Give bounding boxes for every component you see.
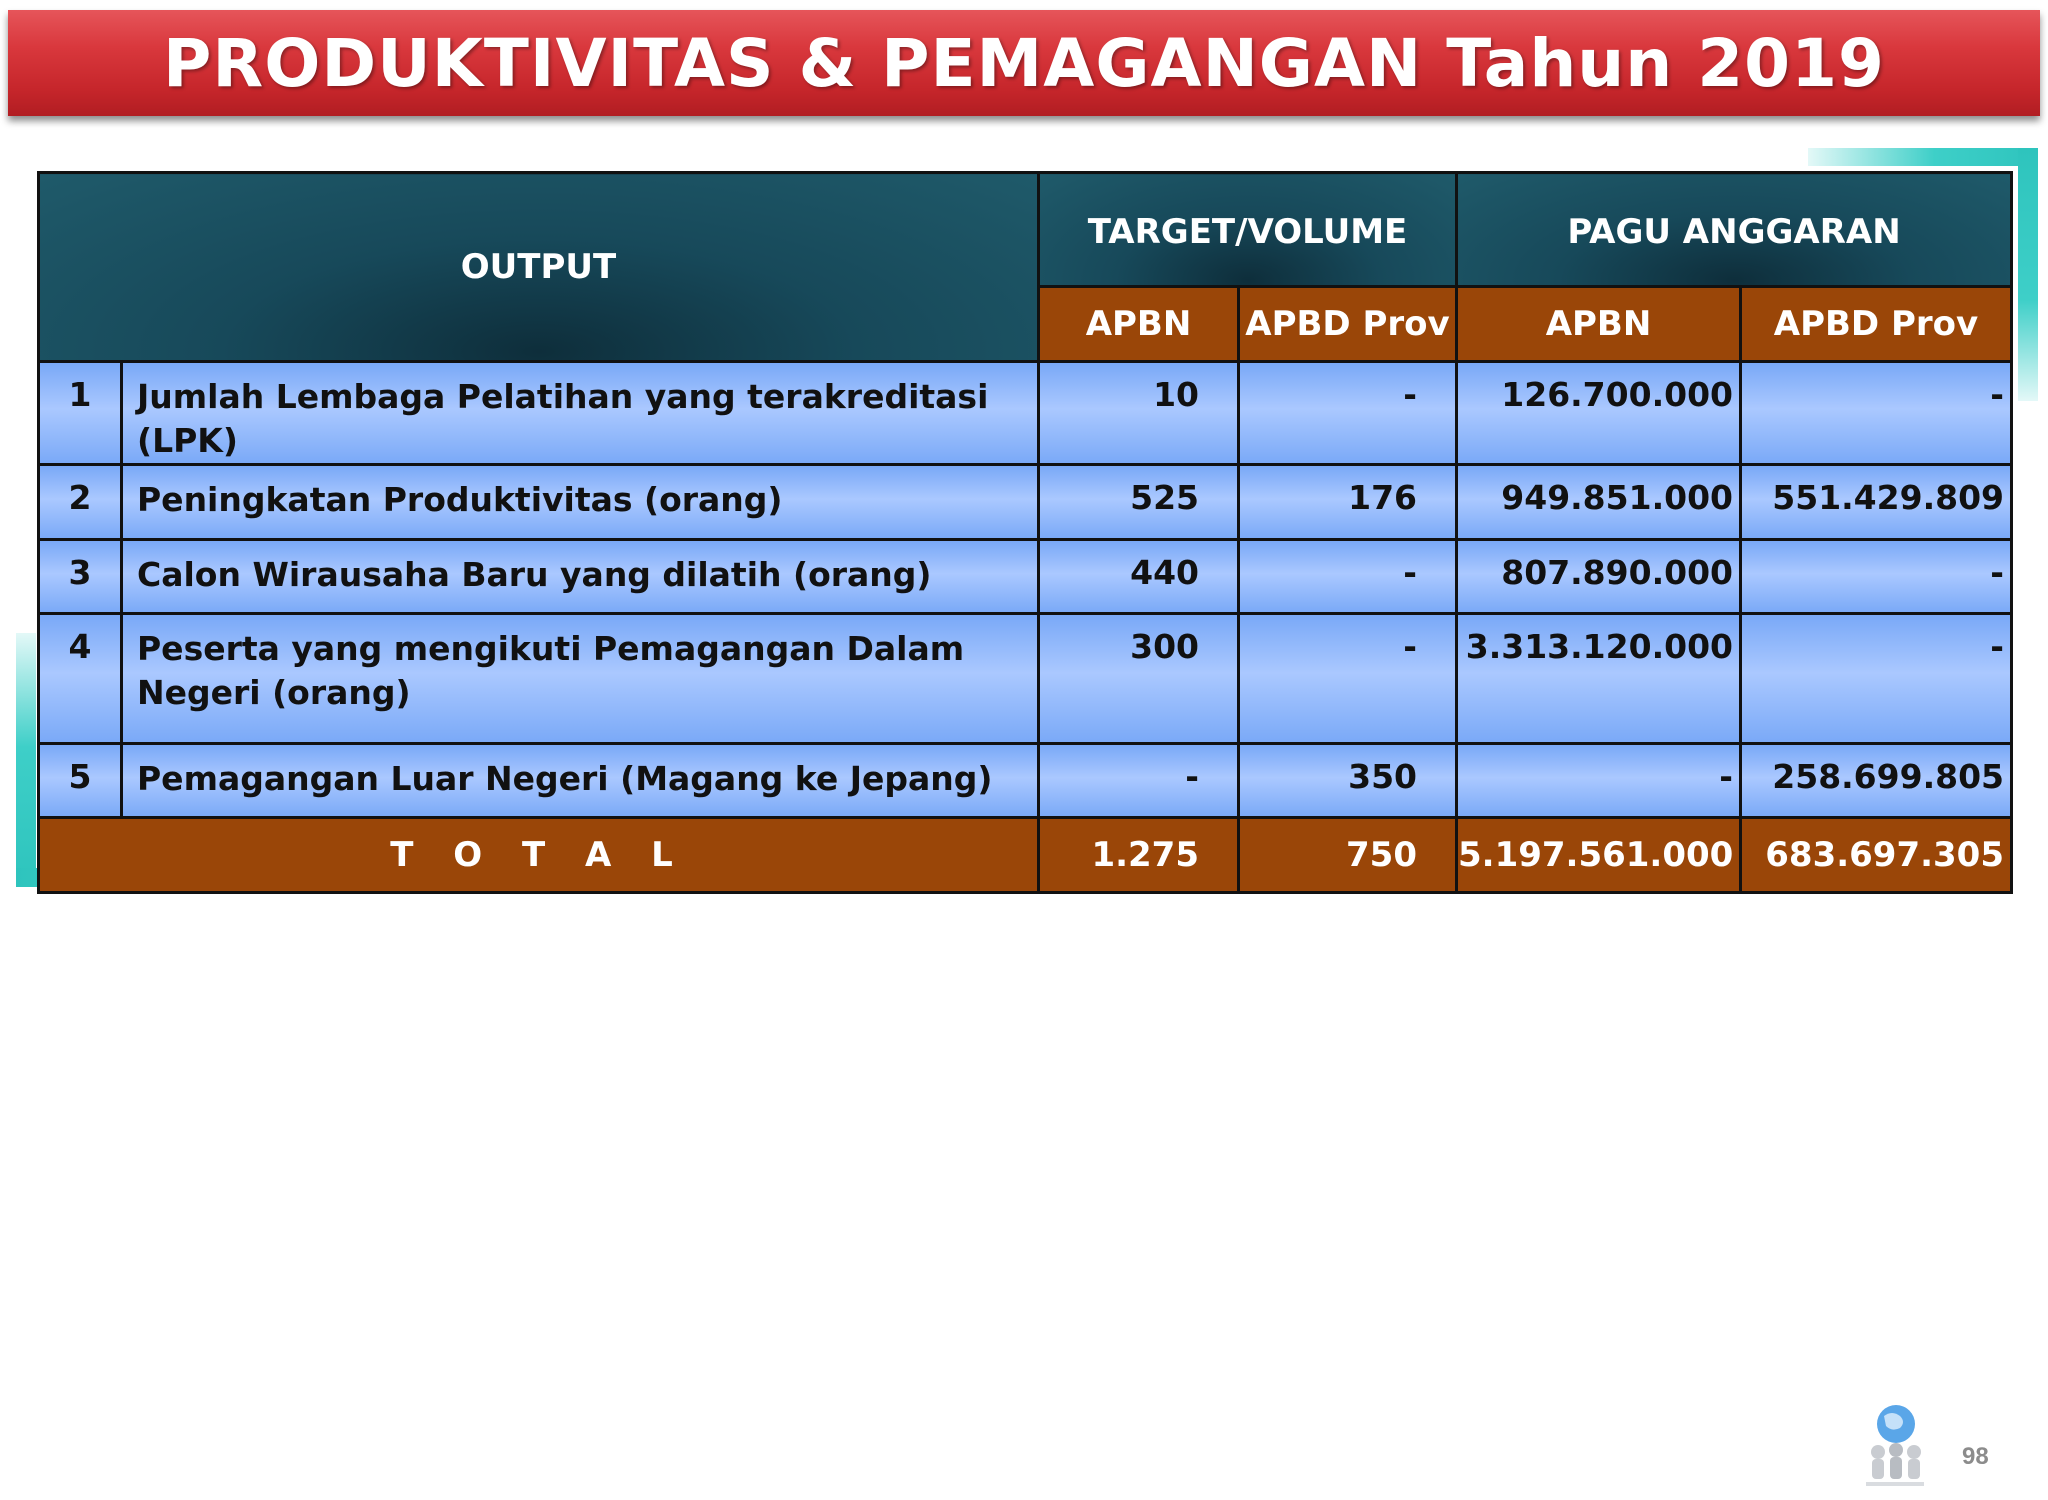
- row-target-apbn: -: [1039, 744, 1239, 818]
- row-pagu-apbd-prov: 258.699.805: [1741, 744, 2012, 818]
- total-label: T O T A L: [39, 818, 1039, 893]
- row-label: Peningkatan Produktivitas (orang): [122, 465, 1039, 540]
- row-number: 4: [39, 614, 122, 744]
- row-target-apbd-prov: 350: [1239, 744, 1457, 818]
- row-pagu-apbn: 126.700.000: [1457, 362, 1741, 465]
- header-output: OUTPUT: [39, 173, 1039, 362]
- table-row: [39, 465, 2012, 540]
- row-label: Calon Wirausaha Baru yang dilatih (orang): [122, 540, 1039, 614]
- output-budget-table: [37, 171, 2013, 894]
- total-pagu-apbn: 5.197.561.000: [1457, 818, 1741, 893]
- subheader-pagu-apbd-prov: APBD Prov: [1741, 287, 2012, 362]
- row-target-apbd-prov: -: [1239, 362, 1457, 465]
- title-banner: [8, 10, 2040, 116]
- row-pagu-apbn: 949.851.000: [1457, 465, 1741, 540]
- row-pagu-apbd-prov: -: [1741, 614, 2012, 744]
- table-row: [39, 540, 2012, 614]
- row-target-apbn: 10: [1039, 362, 1239, 465]
- row-target-apbn: 300: [1039, 614, 1239, 744]
- total-row: [39, 818, 2012, 893]
- row-pagu-apbd-prov: -: [1741, 540, 2012, 614]
- row-number: 2: [39, 465, 122, 540]
- row-pagu-apbn: 807.890.000: [1457, 540, 1741, 614]
- table-row: [39, 614, 2012, 744]
- row-label: Jumlah Lembaga Pelatihan yang terakreditasi (LPK): [122, 362, 1039, 465]
- row-pagu-apbn: -: [1457, 744, 1741, 818]
- subheader-target-apbn: APBN: [1039, 287, 1239, 362]
- table-row: [39, 744, 2012, 818]
- page-number: 98: [1962, 1443, 1989, 1470]
- row-number: 1: [39, 362, 122, 465]
- row-pagu-apbd-prov: -: [1741, 362, 2012, 465]
- total-target-apbd-prov: 750: [1239, 818, 1457, 893]
- row-number: 5: [39, 744, 122, 818]
- row-target-apbd-prov: -: [1239, 540, 1457, 614]
- row-number: 3: [39, 540, 122, 614]
- row-target-apbn: 525: [1039, 465, 1239, 540]
- row-label: Peserta yang mengikuti Pemagangan Dalam Negeri (orang): [122, 614, 1039, 744]
- row-pagu-apbn: 3.313.120.000: [1457, 614, 1741, 744]
- total-pagu-apbd-prov: 683.697.305: [1741, 818, 2012, 893]
- total-target-apbn: 1.275: [1039, 818, 1239, 893]
- subheader-target-apbd-prov: APBD Prov: [1239, 287, 1457, 362]
- decor-bracket-top-right-vertical: [2018, 148, 2038, 401]
- header-pagu-anggaran: PAGU ANGGARAN: [1457, 173, 2012, 287]
- row-pagu-apbd-prov: 551.429.809: [1741, 465, 2012, 540]
- row-target-apbn: 440: [1039, 540, 1239, 614]
- subheader-pagu-apbn: APBN: [1457, 287, 1741, 362]
- page-title: PRODUKTIVITAS & PEMAGANGAN Tahun 2019: [163, 24, 1885, 102]
- header-target-volume: TARGET/VOLUME: [1039, 173, 1457, 287]
- row-label: Pemagangan Luar Negeri (Magang ke Jepang): [122, 744, 1039, 818]
- row-target-apbd-prov: -: [1239, 614, 1457, 744]
- decor-bracket-top-right-horizontal: [1808, 148, 2038, 166]
- table-row: [39, 362, 2012, 465]
- globe-people-logo-icon: [1860, 1402, 1930, 1490]
- decor-bracket-bottom-left-vertical: [16, 633, 36, 887]
- row-target-apbd-prov: 176: [1239, 465, 1457, 540]
